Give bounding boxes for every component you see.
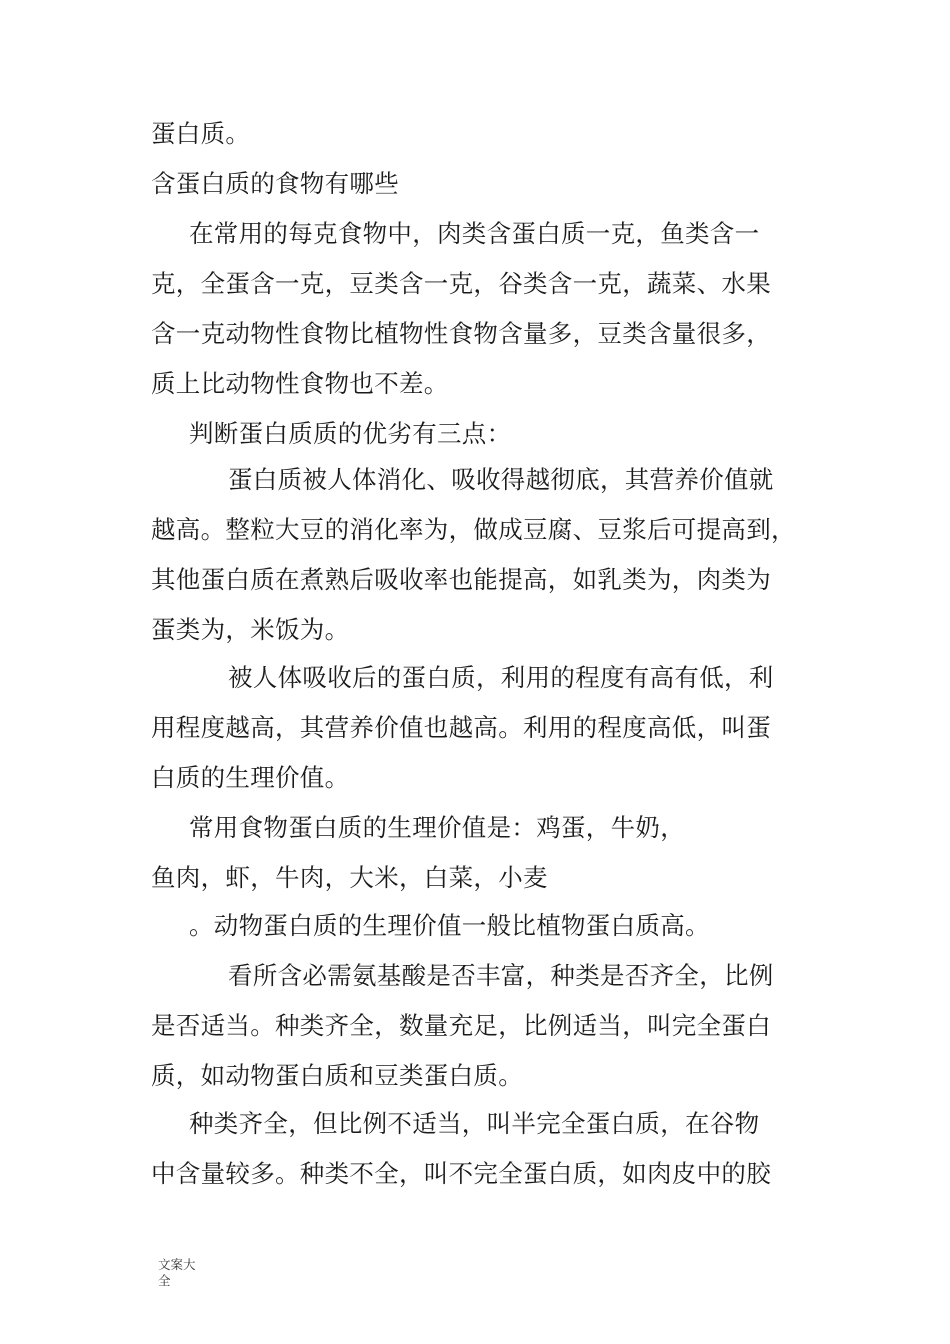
text-line-14: 白质的生理价值。 — [151, 763, 350, 792]
text-line-16: 鱼肉，虾，牛肉，大米，白菜，小麦 — [151, 863, 548, 892]
text-line-19: 是否适当。种类齐全，数量充足，比例适当，叫完全蛋白 — [151, 1011, 771, 1040]
text-line-8: 蛋白质被人体消化、吸收得越彻底，其营养价值就 — [228, 465, 774, 494]
text-line-1: 蛋白质。 — [151, 119, 251, 148]
text-line-11: 蛋类为，米饭为。 — [151, 615, 350, 644]
text-line-18: 看所含必需氨基酸是否丰富，种类是否齐全，比例 — [228, 961, 774, 990]
text-line-10: 其他蛋白质在煮熟后吸收率也能提高，如乳类为，肉类为 — [151, 565, 771, 594]
text-line-21: 种类齐全，但比例不适当，叫半完全蛋白质，在谷物 — [189, 1109, 760, 1138]
text-line-13: 用程度越高，其营养价值也越高。利用的程度高低，叫蛋 — [151, 713, 771, 742]
text-line-5: 含一克动物性食物比植物性食物含量多，豆类含量很多， — [151, 319, 771, 348]
text-line-7: 判断蛋白质质的优劣有三点： — [189, 419, 512, 448]
text-line-9: 越高。整粒大豆的消化率为，做成豆腐、豆浆后可提高到， — [151, 515, 796, 544]
text-line-17: 。动物蛋白质的生理价值一般比植物蛋白质高。 — [189, 911, 710, 940]
text-line-22: 中含量较多。种类不全，叫不完全蛋白质，如肉皮中的胶 — [151, 1159, 771, 1188]
text-line-3: 在常用的每克食物中，肉类含蛋白质一克，鱼类含一 — [189, 219, 760, 248]
text-line-15: 常用食物蛋白质的生理价值是：鸡蛋，牛奶， — [189, 813, 685, 842]
text-line-20: 质，如动物蛋白质和豆类蛋白质。 — [151, 1061, 523, 1090]
section-heading: 含蛋白质的食物有哪些 — [151, 169, 399, 198]
text-line-12: 被人体吸收后的蛋白质，利用的程度有高有低，利 — [228, 663, 774, 692]
page-footer: 文案大全 — [158, 1257, 196, 1288]
text-line-4: 克，全蛋含一克，豆类含一克，谷类含一克，蔬菜、水果 — [151, 269, 771, 298]
text-line-6: 质上比动物性食物也不差。 — [151, 369, 449, 398]
